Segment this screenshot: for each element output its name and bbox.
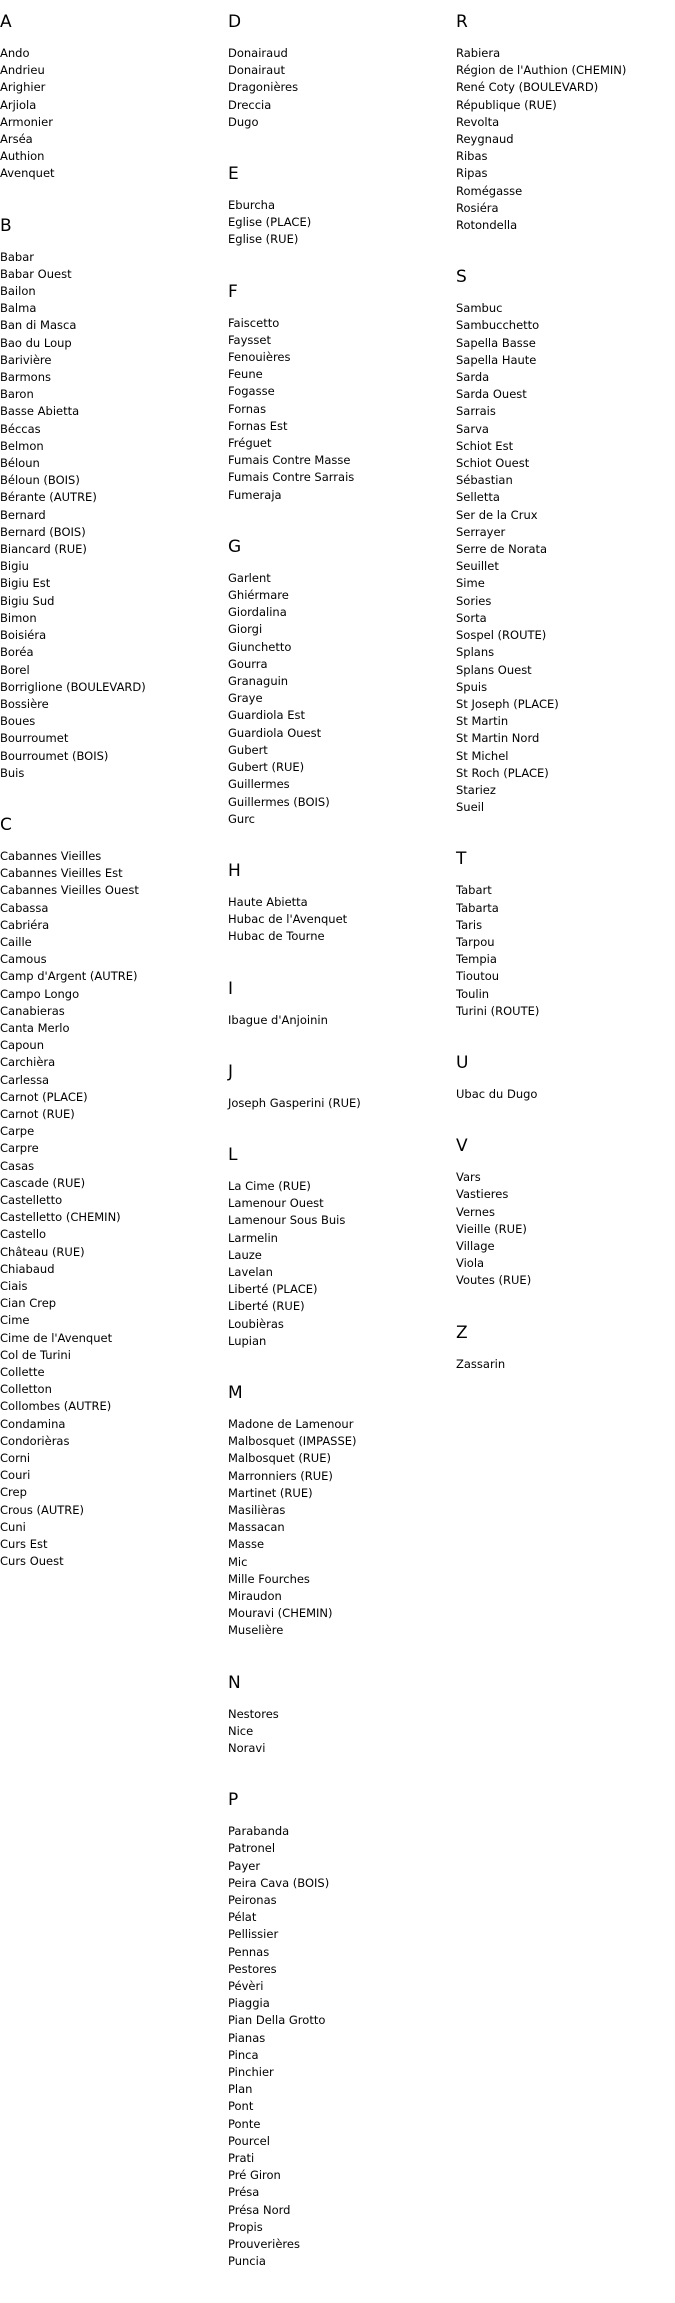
place-link[interactable]: Haute Abietta bbox=[228, 894, 308, 909]
place-link[interactable]: Baron bbox=[0, 387, 34, 402]
place-link[interactable]: Muselière bbox=[228, 1623, 284, 1638]
place-link[interactable]: Malbosquet (IMPASSE) bbox=[228, 1434, 357, 1449]
place-link[interactable]: René Coty (BOULEVARD) bbox=[456, 80, 599, 95]
place-link[interactable]: Fogasse bbox=[228, 384, 275, 399]
place-link[interactable]: Sueil bbox=[456, 800, 485, 815]
place-link[interactable]: Schiot Ouest bbox=[456, 456, 530, 471]
letter-heading: N bbox=[228, 1672, 241, 1693]
place-link[interactable]: Tempia bbox=[456, 952, 497, 967]
letter-section-b bbox=[0, 216, 220, 782]
place-link[interactable]: Babar bbox=[0, 249, 35, 264]
place-link[interactable]: Bigiu Est bbox=[0, 576, 51, 591]
letter-heading: T bbox=[456, 849, 467, 870]
place-link[interactable]: Splans bbox=[456, 645, 495, 660]
place-link[interactable]: Fornas bbox=[228, 401, 267, 416]
place-link[interactable]: Fumais Contre Masse bbox=[228, 453, 351, 468]
place-link[interactable]: Colletton bbox=[0, 1382, 52, 1397]
place-link[interactable]: Sarrais bbox=[456, 404, 496, 419]
letter-section-h bbox=[228, 861, 448, 946]
place-link[interactable]: La Cime (RUE) bbox=[228, 1178, 311, 1193]
place-link[interactable]: Donairaud bbox=[228, 46, 288, 60]
place-link[interactable]: Cian Crep bbox=[0, 1296, 57, 1311]
place-link[interactable]: St Martin bbox=[456, 714, 509, 729]
place-list bbox=[228, 570, 448, 828]
place-link[interactable]: Splans Ouest bbox=[456, 662, 532, 677]
place-link[interactable]: Buis bbox=[0, 765, 25, 780]
place-link[interactable]: Fumeraja bbox=[228, 487, 282, 502]
place-link[interactable]: Lamenour Sous Buis bbox=[228, 1213, 346, 1228]
column-1 bbox=[0, 12, 220, 1603]
place-link[interactable]: Carlessa bbox=[0, 1072, 50, 1087]
place-link[interactable]: Ghiérmare bbox=[228, 588, 289, 603]
place-link[interactable]: Arjiola bbox=[0, 97, 37, 112]
place-link[interactable]: Arséa bbox=[0, 132, 33, 147]
place-link[interactable]: Granaguin bbox=[228, 674, 289, 689]
place-link[interactable]: Pévèri bbox=[228, 1979, 264, 1994]
place-link[interactable]: Peironas bbox=[228, 1893, 277, 1908]
place-link[interactable]: Cime bbox=[0, 1313, 30, 1328]
letter-heading: F bbox=[228, 281, 238, 302]
letter-heading: G bbox=[228, 536, 242, 557]
place-link[interactable]: Castelletto bbox=[0, 1192, 63, 1207]
place-link[interactable]: Cascade (RUE) bbox=[0, 1175, 86, 1190]
place-link[interactable]: Donairaut bbox=[228, 63, 285, 78]
place-link[interactable]: Feune bbox=[228, 367, 263, 382]
place-link[interactable]: Fréguet bbox=[228, 436, 272, 451]
place-link[interactable]: Ripas bbox=[456, 166, 488, 181]
place-link[interactable]: Noravi bbox=[228, 1741, 266, 1755]
letter-heading: P bbox=[228, 1790, 239, 1811]
place-link[interactable]: Hubac de l'Avenquet bbox=[228, 912, 348, 927]
place-list bbox=[228, 894, 448, 946]
place-link[interactable]: Carnot (PLACE) bbox=[0, 1089, 88, 1104]
place-link[interactable]: Sambuc bbox=[456, 301, 503, 316]
place-link[interactable]: Prati bbox=[228, 2151, 255, 2166]
place-list bbox=[228, 1416, 448, 1640]
place-link[interactable]: Barmons bbox=[0, 370, 51, 385]
place-link[interactable]: Sarva bbox=[456, 421, 489, 436]
place-list bbox=[228, 1706, 448, 1758]
place-link[interactable]: Voutes (RUE) bbox=[456, 1273, 532, 1288]
place-link[interactable]: Sébastian bbox=[456, 473, 513, 488]
place-link[interactable]: Présa Nord bbox=[228, 2202, 291, 2217]
place-list bbox=[456, 300, 675, 816]
letter-heading: V bbox=[456, 1136, 468, 1157]
place-list bbox=[228, 45, 448, 131]
place-link[interactable]: Tabart bbox=[456, 883, 492, 898]
place-link[interactable]: Biancard (RUE) bbox=[0, 542, 87, 557]
place-link[interactable]: Castello bbox=[0, 1227, 47, 1242]
letter-section-d bbox=[228, 12, 448, 131]
place-link[interactable]: Lauze bbox=[228, 1247, 262, 1262]
place-link[interactable]: Miraudon bbox=[228, 1588, 282, 1603]
place-link[interactable]: Bigiu Sud bbox=[0, 593, 55, 608]
letter-heading: U bbox=[456, 1052, 469, 1073]
place-link[interactable]: Schiot Est bbox=[456, 438, 514, 453]
place-link[interactable]: Cabannes Vieilles Est bbox=[0, 866, 123, 881]
place-link[interactable]: Liberté (RUE) bbox=[228, 1299, 305, 1314]
place-link[interactable]: Bao du Loup bbox=[0, 335, 72, 350]
place-link[interactable]: Bernard (BOIS) bbox=[0, 524, 86, 539]
place-link[interactable]: Vars bbox=[456, 1170, 481, 1185]
place-link[interactable]: St Martin Nord bbox=[456, 731, 540, 746]
place-link[interactable]: Eglise (PLACE) bbox=[228, 215, 312, 230]
place-link[interactable]: Pestores bbox=[228, 1961, 277, 1976]
place-link[interactable]: Nestores bbox=[228, 1706, 279, 1721]
place-list bbox=[456, 1356, 675, 1373]
place-link[interactable]: Canabieras bbox=[0, 1003, 65, 1018]
place-link[interactable]: Babar Ouest bbox=[0, 266, 72, 281]
place-link[interactable]: Béloun bbox=[0, 456, 40, 471]
place-link[interactable]: Armonier bbox=[0, 114, 53, 129]
place-link[interactable]: Ponte bbox=[228, 2116, 261, 2131]
place-list bbox=[228, 1178, 448, 1350]
place-link[interactable]: Mic bbox=[228, 1554, 248, 1569]
place-link[interactable]: Mouravi (CHEMIN) bbox=[228, 1606, 333, 1621]
place-link[interactable]: Cabannes Vieilles bbox=[0, 848, 102, 863]
place-link[interactable]: Carpre bbox=[0, 1141, 39, 1156]
place-link[interactable]: Romégasse bbox=[456, 183, 523, 198]
place-link[interactable]: Crous (AUTRE) bbox=[0, 1502, 85, 1517]
place-link[interactable]: Lupian bbox=[228, 1333, 267, 1348]
place-link[interactable]: Carnot (RUE) bbox=[0, 1106, 75, 1121]
place-link[interactable]: Village bbox=[456, 1238, 495, 1253]
place-link[interactable]: Guardiola Est bbox=[228, 708, 305, 723]
place-link[interactable]: Rabiera bbox=[456, 46, 501, 60]
place-link[interactable]: Boréa bbox=[0, 645, 34, 660]
place-link[interactable]: Loubièras bbox=[228, 1316, 284, 1331]
place-list bbox=[0, 848, 220, 1571]
letter-heading: R bbox=[456, 12, 468, 32]
letter-section-a bbox=[0, 12, 220, 183]
place-link[interactable]: Giorgi bbox=[228, 622, 263, 637]
place-link[interactable]: Ando bbox=[0, 46, 30, 60]
place-link[interactable]: Martinet (RUE) bbox=[228, 1485, 313, 1500]
place-link[interactable]: Parabanda bbox=[228, 1824, 290, 1839]
place-link[interactable]: Caille bbox=[0, 934, 32, 949]
place-link[interactable]: Liberté (PLACE) bbox=[228, 1282, 318, 1297]
place-link[interactable]: Borriglione (BOULEVARD) bbox=[0, 679, 146, 694]
place-link[interactable]: Curs Ouest bbox=[0, 1554, 64, 1569]
place-link[interactable]: Sarda bbox=[456, 370, 490, 385]
place-list bbox=[228, 197, 448, 249]
place-link[interactable]: Castelletto (CHEMIN) bbox=[0, 1210, 121, 1225]
place-link[interactable]: Masilièras bbox=[228, 1502, 286, 1517]
place-link[interactable]: Ubac du Dugo bbox=[456, 1086, 538, 1101]
place-link[interactable]: Pont bbox=[228, 2099, 254, 2114]
place-link[interactable]: Serrayer bbox=[456, 524, 506, 539]
place-link[interactable]: Stariez bbox=[456, 782, 496, 797]
place-link[interactable]: Gurc bbox=[228, 811, 255, 826]
letter-heading: C bbox=[0, 814, 12, 835]
place-link[interactable]: Ciais bbox=[0, 1279, 28, 1293]
place-link[interactable]: Bourroumet bbox=[0, 731, 69, 746]
place-link[interactable]: Fumais Contre Sarrais bbox=[228, 470, 355, 485]
place-link[interactable]: Dragonières bbox=[228, 80, 299, 95]
place-link[interactable]: Puncia bbox=[228, 2254, 266, 2269]
place-link[interactable]: Guillermes bbox=[228, 777, 290, 792]
place-link[interactable]: Fornas Est bbox=[228, 418, 288, 433]
place-link[interactable]: Masse bbox=[228, 1537, 265, 1552]
place-link[interactable]: Pian Della Grotto bbox=[228, 2013, 326, 2028]
place-link[interactable]: Bimon bbox=[0, 610, 37, 625]
place-link[interactable]: Château (RUE) bbox=[0, 1244, 85, 1259]
place-link[interactable]: Cabriéra bbox=[0, 917, 50, 932]
place-link[interactable]: Madone de Lamenour bbox=[228, 1416, 354, 1431]
place-link[interactable]: Gourra bbox=[228, 656, 268, 671]
place-link[interactable]: Carpe bbox=[0, 1124, 35, 1139]
place-link[interactable]: Hubac de Tourne bbox=[228, 929, 325, 944]
place-link[interactable]: Arighier bbox=[0, 80, 46, 95]
place-link[interactable]: Authion bbox=[0, 149, 45, 164]
place-link[interactable]: Ribas bbox=[456, 149, 488, 164]
letter-heading: I bbox=[228, 978, 234, 999]
place-link[interactable]: Barivière bbox=[0, 352, 52, 367]
letter-section-c bbox=[0, 815, 220, 1571]
place-link[interactable]: Condamina bbox=[0, 1416, 66, 1431]
place-link[interactable]: Camous bbox=[0, 952, 47, 967]
place-list bbox=[456, 882, 675, 1020]
letter-section-t bbox=[456, 849, 675, 1020]
place-link[interactable]: Turini (ROUTE) bbox=[456, 1003, 540, 1018]
letter-heading: S bbox=[456, 267, 467, 288]
place-link[interactable]: Nice bbox=[228, 1723, 254, 1738]
place-link[interactable]: Bailon bbox=[0, 284, 36, 299]
place-link[interactable]: Collette bbox=[0, 1365, 45, 1380]
place-list bbox=[456, 1169, 675, 1289]
place-link[interactable]: Garlent bbox=[228, 570, 271, 585]
place-link[interactable]: Dreccia bbox=[228, 97, 272, 112]
letter-section-m bbox=[228, 1383, 448, 1640]
place-link[interactable]: Basse Abietta bbox=[0, 404, 80, 419]
place-link[interactable]: Cuni bbox=[0, 1519, 26, 1534]
place-link[interactable]: Serre de Norata bbox=[456, 542, 548, 557]
letter-section-i bbox=[228, 979, 448, 1029]
place-link[interactable]: Toulin bbox=[456, 986, 490, 1001]
place-link[interactable]: Dugo bbox=[228, 114, 259, 129]
letter-heading: H bbox=[228, 860, 241, 881]
letter-section-e bbox=[228, 164, 448, 249]
column-2 bbox=[228, 12, 448, 2303]
letter-heading: J bbox=[228, 1061, 234, 1082]
place-link[interactable]: Pinca bbox=[228, 2047, 259, 2062]
letter-section-j bbox=[228, 1062, 448, 1112]
column-3 bbox=[456, 12, 675, 1406]
place-link[interactable]: Sospel (ROUTE) bbox=[456, 628, 547, 643]
place-link[interactable]: Faiscetto bbox=[228, 315, 280, 330]
letter-section-f bbox=[228, 282, 448, 504]
place-link[interactable]: Rosiéra bbox=[456, 200, 499, 215]
place-list bbox=[228, 1095, 448, 1112]
place-link[interactable]: Pellissier bbox=[228, 1927, 279, 1942]
place-link[interactable]: Eglise (RUE) bbox=[228, 232, 299, 247]
letter-section-s bbox=[456, 267, 675, 816]
place-link[interactable]: Pianas bbox=[228, 2030, 266, 2045]
place-link[interactable]: Camp d'Argent (AUTRE) bbox=[0, 969, 138, 984]
place-link[interactable]: Vernes bbox=[456, 1204, 495, 1219]
place-link[interactable]: Gubert bbox=[228, 742, 268, 757]
place-link[interactable]: Revolta bbox=[456, 114, 500, 129]
place-link[interactable]: Joseph Gasperini (RUE) bbox=[228, 1095, 361, 1110]
place-link[interactable]: Curs Est bbox=[0, 1537, 48, 1552]
place-link[interactable]: Cabassa bbox=[0, 900, 49, 915]
place-list bbox=[456, 1086, 675, 1103]
place-link[interactable]: Casas bbox=[0, 1158, 35, 1173]
place-link[interactable]: Bossière bbox=[0, 696, 49, 711]
place-link[interactable]: Cabannes Vieilles Ouest bbox=[0, 883, 139, 898]
place-link[interactable]: Région de l'Authion (CHEMIN) bbox=[456, 63, 627, 78]
place-list bbox=[228, 1823, 448, 2270]
place-link[interactable]: Boues bbox=[0, 714, 36, 729]
place-link[interactable]: Balma bbox=[0, 301, 37, 316]
place-link[interactable]: Zassarin bbox=[456, 1356, 506, 1371]
place-link[interactable]: Sime bbox=[456, 576, 485, 591]
place-link[interactable]: Prouverières bbox=[228, 2237, 300, 2252]
letter-heading: E bbox=[228, 164, 239, 185]
place-link[interactable]: Sories bbox=[456, 593, 492, 608]
place-link[interactable]: St Joseph (PLACE) bbox=[456, 696, 559, 711]
place-link[interactable]: Faysset bbox=[228, 332, 271, 347]
place-link[interactable]: Corni bbox=[0, 1451, 31, 1466]
place-link[interactable]: Rotondella bbox=[456, 218, 518, 233]
place-list bbox=[456, 45, 675, 234]
place-link[interactable]: Sapella Basse bbox=[456, 335, 536, 350]
place-link[interactable]: Campo Longo bbox=[0, 986, 80, 1001]
place-link[interactable]: Sorta bbox=[456, 610, 487, 625]
place-link[interactable]: Pélat bbox=[228, 1910, 257, 1925]
place-link[interactable]: Avenquet bbox=[0, 166, 55, 181]
place-link[interactable]: Eburcha bbox=[228, 198, 275, 213]
place-link[interactable]: Bérante (AUTRE) bbox=[0, 490, 97, 505]
place-link[interactable]: Couri bbox=[0, 1468, 31, 1483]
letter-heading: M bbox=[228, 1382, 243, 1403]
place-link[interactable]: Mille Fourches bbox=[228, 1571, 310, 1586]
place-link[interactable]: Présa bbox=[228, 2185, 260, 2200]
place-link[interactable]: Sapella Haute bbox=[456, 352, 537, 367]
place-link[interactable]: Sambucchetto bbox=[456, 318, 540, 333]
letter-heading: B bbox=[0, 215, 12, 236]
letter-heading: L bbox=[228, 1144, 238, 1165]
place-link[interactable]: Taris bbox=[456, 917, 483, 932]
place-link[interactable]: Selletta bbox=[456, 490, 500, 505]
place-link[interactable]: Bigiu bbox=[0, 559, 29, 574]
place-link[interactable]: Pré Giron bbox=[228, 2168, 281, 2183]
place-list bbox=[0, 249, 220, 782]
place-link[interactable]: Collombes (AUTRE) bbox=[0, 1399, 112, 1414]
place-link[interactable]: Vieille (RUE) bbox=[456, 1221, 527, 1236]
place-link[interactable]: Cime de l'Avenquet bbox=[0, 1330, 113, 1345]
letter-section-g bbox=[228, 537, 448, 828]
letter-section-v bbox=[456, 1136, 675, 1289]
place-link[interactable]: Condorièras bbox=[0, 1433, 70, 1448]
place-link[interactable]: Pennas bbox=[228, 1944, 270, 1959]
place-link[interactable]: République (RUE) bbox=[456, 97, 557, 112]
place-link[interactable]: Ser de la Crux bbox=[456, 507, 538, 522]
place-link[interactable]: Chiabaud bbox=[0, 1261, 55, 1276]
place-link[interactable]: Bernard bbox=[0, 507, 46, 522]
place-link[interactable]: Bourroumet (BOIS) bbox=[0, 748, 109, 763]
place-link[interactable]: St Roch (PLACE) bbox=[456, 765, 549, 780]
letter-section-r bbox=[456, 12, 675, 234]
place-link[interactable]: Fenouières bbox=[228, 350, 291, 365]
place-link[interactable]: Spuis bbox=[456, 679, 488, 694]
place-link[interactable]: Patronel bbox=[228, 1841, 276, 1856]
letter-section-n bbox=[228, 1673, 448, 1758]
letter-section-z bbox=[456, 1323, 675, 1373]
letter-section-p bbox=[228, 1790, 448, 2270]
place-link[interactable]: Canta Merlo bbox=[0, 1020, 70, 1035]
place-link[interactable]: Ibague d'Anjoinin bbox=[228, 1012, 328, 1027]
letter-heading: Z bbox=[456, 1322, 468, 1343]
place-link[interactable]: Reygnaud bbox=[456, 132, 514, 147]
letter-heading: A bbox=[0, 12, 12, 32]
place-link[interactable]: Plan bbox=[228, 2082, 253, 2097]
place-link[interactable]: Guillermes (BOIS) bbox=[228, 794, 330, 809]
place-link[interactable]: Pourcel bbox=[228, 2133, 270, 2148]
place-link[interactable]: Béloun (BOIS) bbox=[0, 473, 80, 488]
place-link[interactable]: Guardiola Ouest bbox=[228, 725, 322, 740]
place-link[interactable]: Lamenour Ouest bbox=[228, 1196, 324, 1211]
place-list bbox=[228, 315, 448, 504]
place-link[interactable]: Graye bbox=[228, 691, 263, 706]
place-link[interactable]: Lavelan bbox=[228, 1264, 273, 1279]
place-link[interactable]: Capoun bbox=[0, 1038, 44, 1053]
place-link[interactable]: Viola bbox=[456, 1256, 485, 1271]
place-link[interactable]: Propis bbox=[228, 2219, 263, 2234]
place-link[interactable]: Crep bbox=[0, 1485, 27, 1500]
place-link[interactable]: Payer bbox=[228, 1858, 261, 1873]
place-link[interactable]: Gubert (RUE) bbox=[228, 760, 305, 775]
place-link[interactable]: Pinchier bbox=[228, 2065, 274, 2080]
place-link[interactable]: Seuillet bbox=[456, 559, 499, 574]
place-link[interactable]: Andrieu bbox=[0, 63, 45, 78]
place-link[interactable]: St Michel bbox=[456, 748, 509, 763]
place-link[interactable]: Belmon bbox=[0, 438, 44, 453]
place-link[interactable]: Peira Cava (BOIS) bbox=[228, 1875, 330, 1890]
place-list bbox=[0, 45, 220, 183]
letter-section-l bbox=[228, 1145, 448, 1350]
place-link[interactable]: Col de Turini bbox=[0, 1347, 71, 1362]
place-link[interactable]: Carchièra bbox=[0, 1055, 56, 1070]
place-link[interactable]: Vastieres bbox=[456, 1187, 509, 1202]
place-link[interactable]: Marronniers (RUE) bbox=[228, 1468, 333, 1483]
place-link[interactable]: Béccas bbox=[0, 421, 41, 436]
place-link[interactable]: Giunchetto bbox=[228, 639, 292, 654]
place-link[interactable]: Tarpou bbox=[456, 934, 495, 949]
place-link[interactable]: Borel bbox=[0, 662, 30, 677]
place-link[interactable]: Boisiéra bbox=[0, 628, 47, 643]
letter-section-u bbox=[456, 1053, 675, 1103]
place-link[interactable]: Tabarta bbox=[456, 900, 499, 915]
place-list bbox=[228, 1012, 448, 1029]
letter-heading: D bbox=[228, 12, 242, 32]
place-link[interactable]: Giordalina bbox=[228, 605, 287, 620]
place-link[interactable]: Tioutou bbox=[456, 969, 500, 984]
place-link[interactable]: Malbosquet (RUE) bbox=[228, 1451, 331, 1466]
place-link[interactable]: Massacan bbox=[228, 1520, 285, 1535]
place-link[interactable]: Sarda Ouest bbox=[456, 387, 527, 402]
place-link[interactable]: Piaggia bbox=[228, 1996, 270, 2011]
place-link[interactable]: Ban di Masca bbox=[0, 318, 77, 333]
place-link[interactable]: Larmelin bbox=[228, 1230, 278, 1245]
